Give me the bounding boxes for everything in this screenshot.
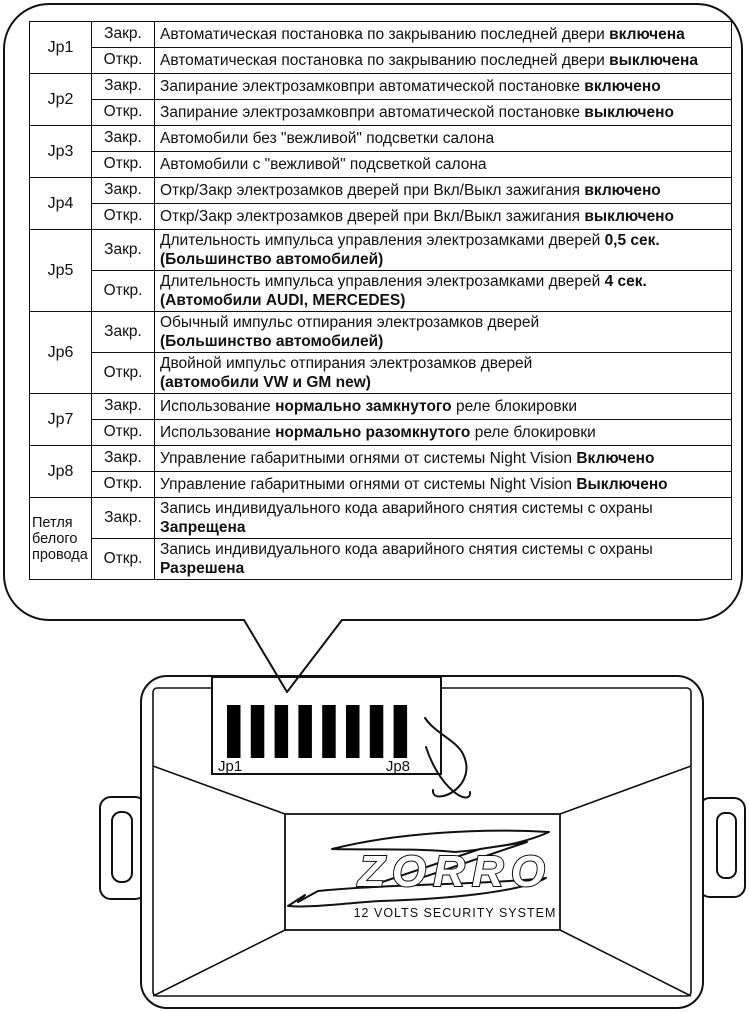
table-row (30, 420, 732, 446)
table-row (30, 498, 732, 539)
mount-tab-right (699, 798, 745, 897)
jumper-state-cell: Откр. (92, 100, 155, 126)
jumper-config-table (29, 21, 732, 580)
jumper-description-cell: Управление габаритными огнями от системы Night Vision Включено (155, 446, 732, 472)
table-row (30, 394, 732, 420)
jumper-description-cell: Запирание электрозамковпри автоматической постановке включено (155, 74, 732, 100)
jumper-state-cell: Откр. (92, 48, 155, 74)
logo-subtitle: 12 VOLTS SECURITY SYSTEM (353, 906, 557, 920)
jumper-description-cell: Длительность импульса управления электрозамками дверей 4 сек. (Автомобили AUDI, MERCEDES) (155, 271, 732, 312)
jumper-bar (322, 705, 336, 758)
table-row (30, 74, 732, 100)
jumper-state-cell: Откр. (92, 271, 155, 312)
jumper-name-cell: Jp2 (30, 74, 92, 126)
table-row (30, 204, 732, 230)
jumper-state-cell: Откр. (92, 152, 155, 178)
jumper-description-cell: Откр/Закр электрозамков дверей при Вкл/Выкл зажигания выключено (155, 204, 732, 230)
jumper-name-cell: Jp8 (30, 446, 92, 498)
jumper-state-cell: Закр. (92, 394, 155, 420)
jumper-bar (394, 705, 408, 758)
jumper-description-cell: Запись индивидуального кода аварийного снятия системы с охраны Разрешена (155, 539, 732, 580)
table-row (30, 271, 732, 312)
table-row (30, 48, 732, 74)
jumper-last-label: Jp8 (385, 758, 410, 775)
jumper-description-cell: Запись индивидуального кода аварийного снятия системы с охраны Запрещена (155, 498, 732, 539)
jumper-bar (275, 705, 289, 758)
table-row (30, 446, 732, 472)
mount-slot-left (112, 812, 132, 882)
jumper-state-cell: Откр. (92, 204, 155, 230)
jumper-state-cell: Откр. (92, 472, 155, 498)
jumper-description-cell: Обычный импульс отпирания электрозамков дверей (Большинство автомобилей) (155, 312, 732, 353)
table-row (30, 353, 732, 394)
table-row (30, 472, 732, 498)
jumper-description-cell: Запирание электрозамковпри автоматической постановке выключено (155, 100, 732, 126)
jumper-bar (298, 705, 312, 758)
jumper-name-cell: Jp6 (30, 312, 92, 394)
jumper-description-cell: Автомобили с "вежливой" подсветкой салона (155, 152, 732, 178)
jumper-state-cell: Закр. (92, 230, 155, 271)
jumper-bar (251, 705, 264, 758)
table-row (30, 22, 732, 48)
jumper-state-cell: Закр. (92, 22, 155, 48)
jumper-description-cell: Автомобили без "вежливой" подсветки салона (155, 126, 732, 152)
jumper-name-cell: Jp5 (30, 230, 92, 312)
jumper-description-cell: Автоматическая постановка по закрыванию последней двери включена (155, 22, 732, 48)
jumper-name-cell: Jp7 (30, 394, 92, 446)
jumper-state-cell: Откр. (92, 353, 155, 394)
jumper-description-cell: Двойной импульс отпирания электрозамков дверей (автомобили VW и GM new) (155, 353, 732, 394)
jumper-state-cell: Закр. (92, 74, 155, 100)
jumper-bar (370, 705, 384, 758)
table-row (30, 539, 732, 580)
table-row (30, 230, 732, 271)
jumper-description-cell: Использование нормально замкнутого реле блокировки (155, 394, 732, 420)
table-row (30, 126, 732, 152)
table-row (30, 312, 732, 353)
jumper-state-cell: Откр. (92, 539, 155, 580)
jumper-name-cell: Петля белого провода (30, 498, 92, 580)
jumper-description-cell: Длительность импульса управления электрозамками дверей 0,5 сек. (Большинство автомобилей) (155, 230, 732, 271)
jumper-bar (227, 705, 241, 758)
jumper-state-cell: Закр. (92, 312, 155, 353)
jumper-name-cell: Jp3 (30, 126, 92, 178)
jumper-bar (346, 705, 360, 758)
jumper-first-label: Jp1 (218, 758, 243, 775)
jumper-name-cell: Jp4 (30, 178, 92, 230)
jumper-description-cell: Использование нормально разомкнутого реле блокировки (155, 420, 732, 446)
jumper-description-cell: Откр/Закр электрозамков дверей при Вкл/Выкл зажигания включено (155, 178, 732, 204)
jumper-name-cell: Jp1 (30, 22, 92, 74)
logo-text: ZORRO (358, 847, 552, 896)
jumper-config-table-body (30, 22, 732, 580)
table-row (30, 178, 732, 204)
jumper-state-cell: Закр. (92, 498, 155, 539)
jumper-description-cell: Автоматическая постановка по закрыванию последней двери выключена (155, 48, 732, 74)
jumper-state-cell: Откр. (92, 420, 155, 446)
mount-tab-left (100, 797, 146, 899)
mount-slot-right (717, 813, 736, 878)
jumper-state-cell: Закр. (92, 178, 155, 204)
jumper-description-cell: Управление габаритными огнями от системы Night Vision Выключено (155, 472, 732, 498)
table-row (30, 100, 732, 126)
table-row (30, 152, 732, 178)
jumper-state-cell: Закр. (92, 446, 155, 472)
jumper-state-cell: Закр. (92, 126, 155, 152)
